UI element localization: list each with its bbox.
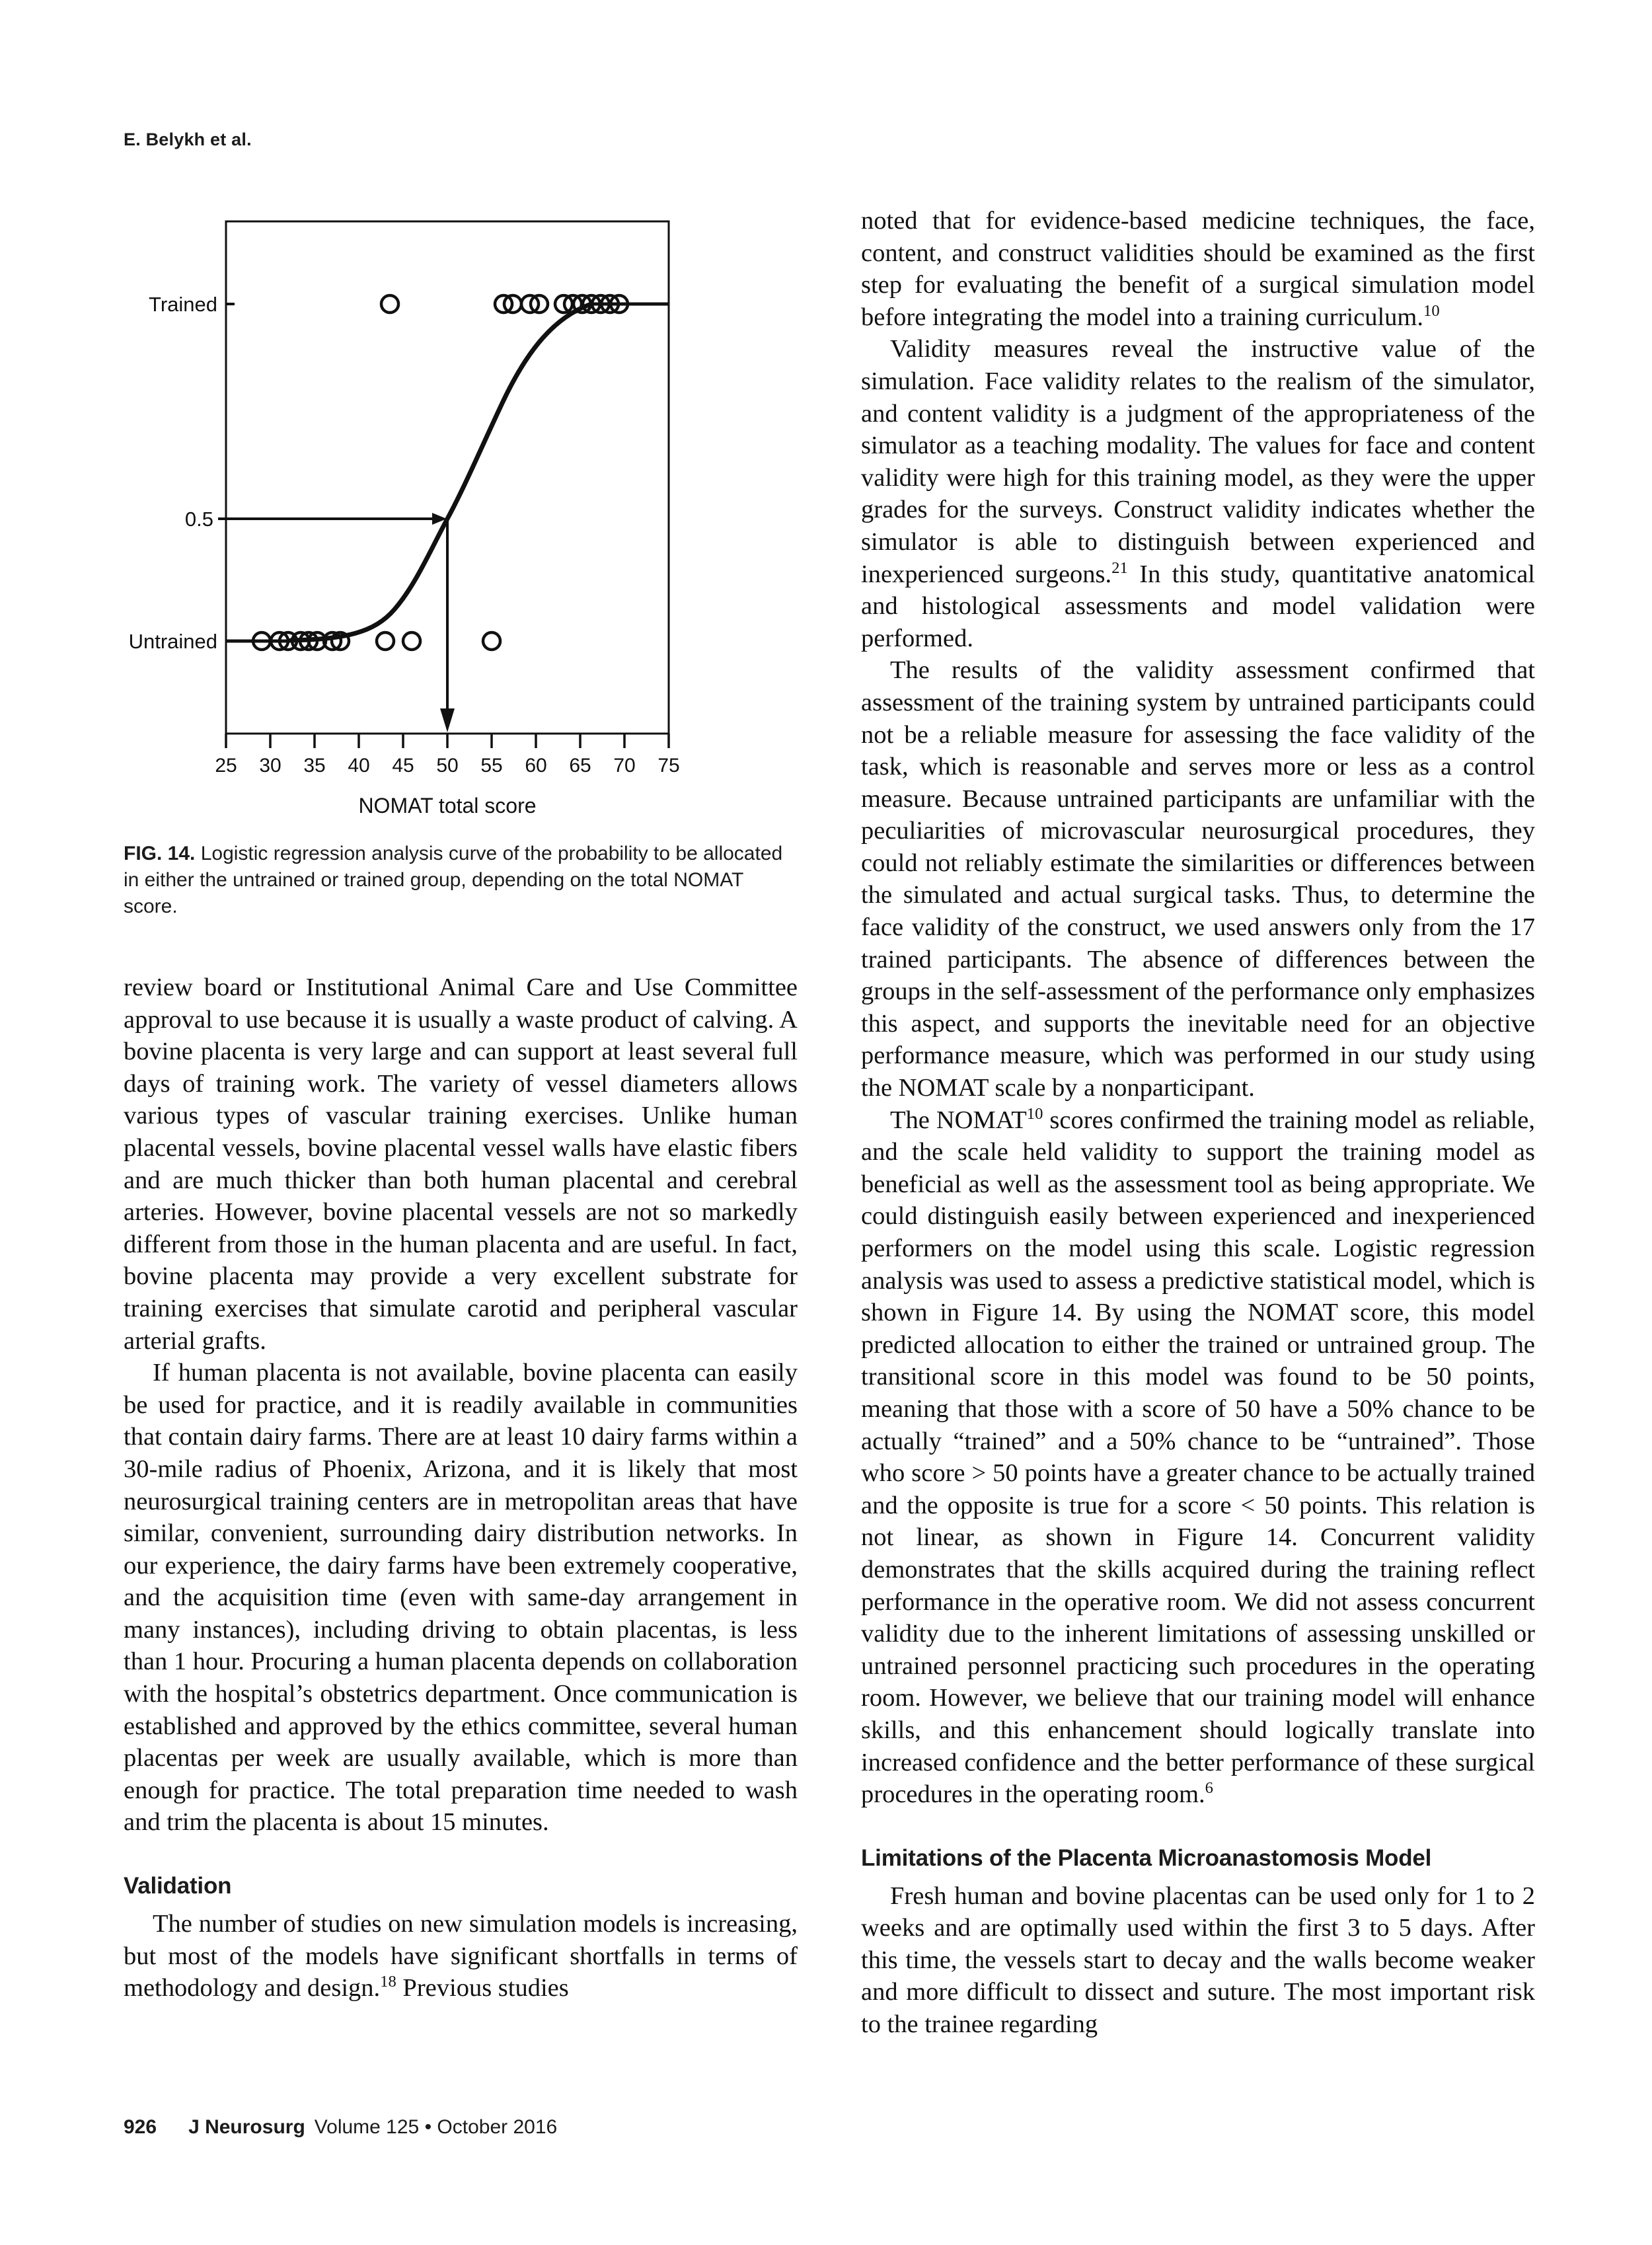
logistic-curve [291, 305, 589, 640]
x-axis-title: NOMAT total score [358, 794, 537, 818]
x-axis-tick-labels [215, 755, 679, 777]
x-tick-label: 65 [569, 755, 591, 777]
heading-spacer-bottom [861, 1872, 1535, 1880]
x-tick-label: 45 [392, 755, 414, 777]
footer-journal: J Neurosurg [188, 2116, 305, 2138]
footer-volume: Volume 125 • October 2016 [314, 2116, 558, 2138]
x-tick-label: 70 [613, 755, 636, 777]
x-tick-label: 30 [259, 755, 282, 777]
heading-spacer-top [124, 1839, 798, 1873]
citation-superscript: 10 [1026, 1104, 1043, 1123]
body-paragraph: If human placenta is not available, bovine placenta can easily be used for practice, and it is readily available in communities that contain dairy farms. There are at least 10 dairy farms within a 30-mile radius of Phoenix, Arizona, and it is likely that most neurosurgical training centers are in metropolitan areas that have similar, convenient, surrounding dairy distribution networks. In our experience, the dairy farms have been extremely cooperative, and the acquisition time (even with same-day arrangement in many instances), including driving to obtain placentas, is less than 1 hour. Procuring a human placenta depends on collaboration with the hospital’s obstetrics department. Once communication is established and approved by the ethics committee, several human placentas per week are usually available, which is more than enough for practice. The total preparation time needed to wash and trim the placenta is about 15 minutes. [124, 1359, 798, 1837]
y-label-midpoint: 0.5 [184, 508, 213, 531]
y-label-untrained: Untrained [128, 630, 217, 653]
figure-14 [124, 205, 798, 920]
citation-superscript: 6 [1205, 1779, 1213, 1798]
x-tick-label: 60 [525, 755, 547, 777]
citation-superscript: 18 [380, 1973, 396, 1991]
y-label-trained: Trained [149, 293, 217, 316]
figure-caption [124, 841, 791, 920]
midpoint-vertical-arrowhead [440, 708, 455, 732]
left-column [124, 971, 798, 2004]
right-column-body [861, 205, 1535, 2041]
left-column-body [124, 971, 798, 2004]
x-tick-label: 50 [436, 755, 459, 777]
heading-spacer-bottom [124, 1899, 798, 1908]
citation-superscript: 10 [1423, 301, 1440, 320]
right-column [861, 205, 1535, 2041]
body-paragraph: The NOMAT$^{10}$ scores confirmed the training model as reliable, and the scale held validity to support the training model as beneficial as well as the assessment tool as being appropriate. We could distinguish easily between experienced and inexperienced performers on the model using this scale. Logistic regression analysis was used to assess a predictive statistical model, which is shown in Figure 14. By using the NOMAT score, this model predicted allocation to either the trained or untrained group. The transitional score in this model was found to be 50 points, meaning that those with a score of 50 have a 50% chance to be actually “trained” and a 50% chance to be “untrained”. Those who score > 50 points have a greater chance to be actually trained and the opposite is true for a score < 50 points. This relation is not linear, as shown in Figure 14. Concurrent validity demonstrates that the skills acquired during the training reflect performance in the operative room. We did not assess concurrent validity due to the inherent limitations of assessing unskilled or untrained personnel practicing such procedures in the operating room. However, we believe that our training model will enhance skills, and this enhancement should logically translate into increased confidence and the better performance of these surgical procedures in the operating room.$^6$ [861, 1104, 1536, 1809]
figure-caption-text: Logistic regression analysis curve of the probability to be allocated in either the untrained or trained group, depending on the total NOMAT score. [124, 843, 783, 917]
body-paragraph: The results of the validity assessment confirmed that assessment of the training system by untrained participants could not be a reliable measure for assessing the face validity of the task, which is reasonable and serves more or less as a control measure. Because untrained participants are unfamiliar with the peculiarities of microvascular neurosurgical procedures, they could not reliably estimate the similarities or differences between the simulated and actual surgical tasks. Thus, to determine the face validity of the construct, we used answers only from the 17 trained participants. The absence of differences between the groups in the self-assessment of the performance only emphasizes this aspect, and supports the inevitable need for an objective performance measure, which was performed in our study using the NOMAT scale by a nonparticipant. [861, 656, 1535, 1102]
body-paragraph: The number of studies on new simulation models is increasing, but most of the models have significant shortfalls in terms of methodology and design.$^{18}$ Previous studies [124, 1910, 798, 2002]
section-heading-limitations: Limitations of the Placenta Microanastomosis Model [861, 1845, 1432, 1871]
body-paragraph: review board or Institutional Animal Care and Use Committee approval to use because it is usually a waste product of calving. A bovine placenta is very large and can support at least several full days of training work. The variety of vessel diameters allows various types of vascular training exercises. Unlike human placental vessels, bovine placental vessel walls have elastic fibers and are much thicker than both human placental and cerebral arteries. However, bovine placental vessels are not so markedly different from those in the human placenta and are useful. In fact, bovine placenta may provide a very excellent substrate for training exercises that simulate carotid and peripheral vascular arterial grafts. [124, 973, 798, 1355]
body-paragraph: noted that for evidence-based medicine techniques, the face, content, and construct validities should be examined as the first step for evaluating the benefit of a surgical simulation model before integrating the model into a training curriculum.$^{10}$ [861, 207, 1535, 331]
heading-spacer-top [861, 1811, 1535, 1845]
logistic-regression-chart [127, 205, 708, 826]
x-tick-label: 75 [657, 755, 680, 777]
x-tick-label: 35 [303, 755, 326, 777]
figure-caption-label: FIG. 14. [124, 843, 196, 864]
section-heading-validation: Validation [124, 1873, 232, 1899]
page-footer [124, 2116, 557, 2139]
chart-svg [127, 205, 708, 826]
running-head: E. Belykh et al. [124, 130, 252, 149]
trained-data-points [381, 295, 628, 313]
body-paragraph: Validity measures reveal the instructive value of the simulation. Face validity relates to the realism of the simulator, and content validity is a judgment of the appropriateness of the simulator as a teaching modality. The values for face and content validity were high for this training model, as they were the upper grades for the surveys. Construct validity indicates whether the simulator is able to distinguish between experienced and inexperienced surgeons.$^{21}$ In this study, quantitative anatomical and histological assessments and model validation were performed. [861, 335, 1535, 652]
x-axis-ticks [226, 734, 669, 748]
x-tick-label: 40 [348, 755, 370, 777]
body-paragraph: Fresh human and bovine placentas can be used only for 1 to 2 weeks and are optimally used within the first 3 to 5 days. After this time, the vessels start to decay and the walls become weaker and more difficult to dissect and suture. The most important risk to the trainee regarding [861, 1882, 1535, 2039]
citation-superscript: 21 [1111, 558, 1128, 577]
x-tick-label: 55 [480, 755, 503, 777]
footer-page-number: 926 [124, 2116, 157, 2138]
x-tick-label: 25 [215, 755, 237, 777]
